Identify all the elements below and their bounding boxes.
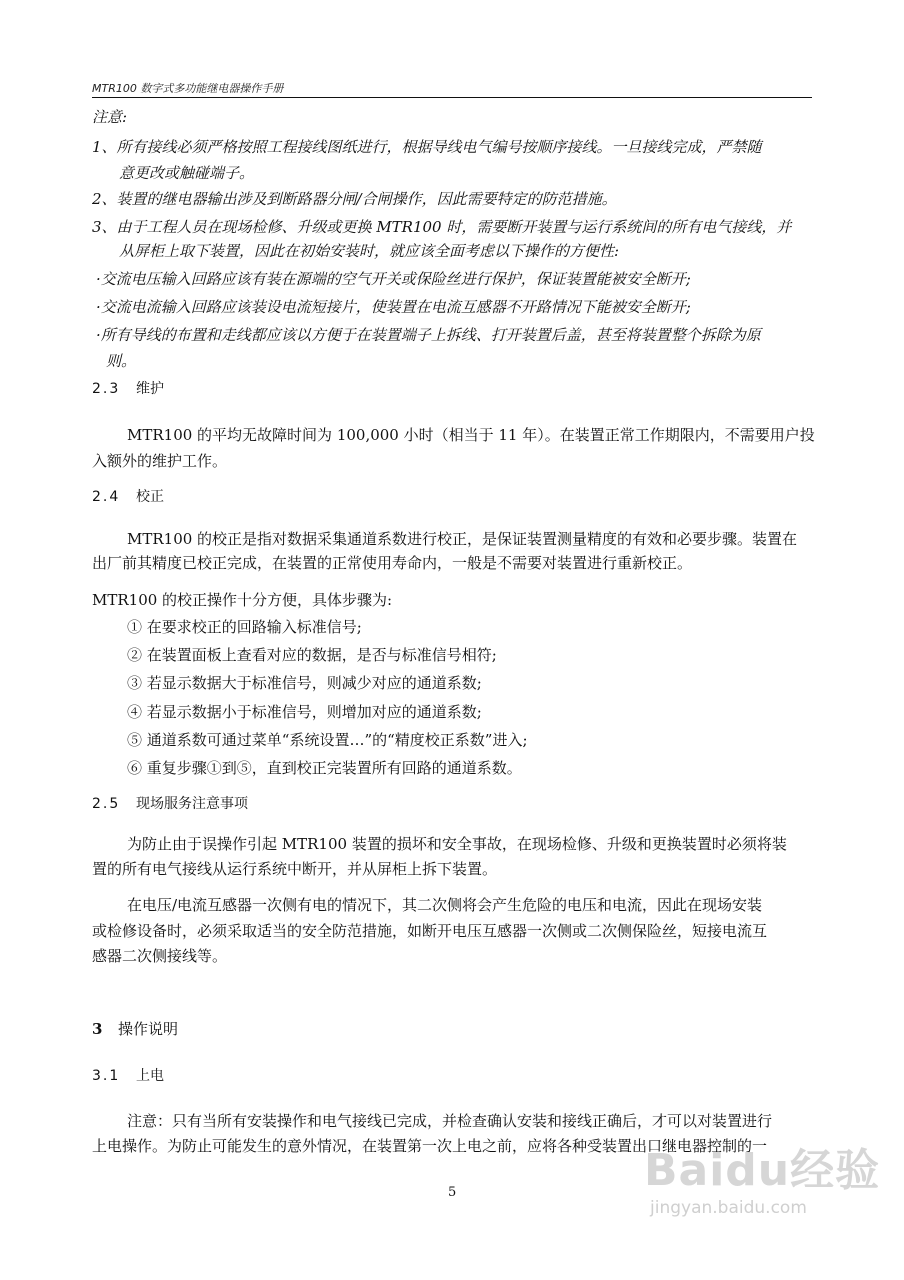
watermark-url: jingyan.baidu.com xyxy=(650,1198,807,1218)
field-service-paragraph-1-cont: 置的所有电气接线从运行系统中断开，并从屏柜上拆下装置。 xyxy=(92,860,498,878)
calibration-step: ⑥ 重复步骤①到⑤，直到校正完装置所有回路的通道系数。 xyxy=(127,759,522,777)
calibration-intro: MTR100 的校正操作十分方便，具体步骤为: xyxy=(92,591,393,609)
field-service-paragraph-2: 在电压/电流互感器一次侧有电的情况下，其二次侧将会产生危险的电压和电流，因此在现场安装 xyxy=(127,896,763,914)
note-item-3: 3、由于工程人员在现场检修、升级或更换 MTR100 时，需要断开装置与运行系统间的所有电气接线，并 xyxy=(92,218,792,236)
running-header: MTR100 数字式多功能继电器操作手册 xyxy=(92,82,284,95)
calibration-step: ⑤ 通道系数可通过菜单“系统设置…”的“精度校正系数”进入; xyxy=(127,731,528,749)
note-item-1-cont: 意更改或触碰端子。 xyxy=(119,164,255,182)
power-on-paragraph-cont: 上电操作。为防止可能发生的意外情况，在装置第一次上电之前，应将各种受装置出口继电器控制的一 xyxy=(92,1137,768,1155)
calibration-paragraph: MTR100 的校正是指对数据采集通道系数进行校正，是保证装置测量精度的有效和必要步骤。装置在 xyxy=(127,530,798,548)
calibration-step: ③ 若显示数据大于标准信号，则减少对应的通道系数; xyxy=(127,674,482,692)
page-number: 5 xyxy=(448,1185,457,1200)
note-title: 注意: xyxy=(92,108,128,126)
note-bullet-2: ·交流电流输入回路应该装设电流短接片，使装置在电流互感器不开路情况下能被安全断开; xyxy=(96,298,691,316)
section-title: 维护 xyxy=(136,381,164,397)
watermark-logo: Baidu经验 xyxy=(644,1145,881,1196)
section-title: 现场服务注意事项 xyxy=(136,796,248,812)
section-number: 2.4 xyxy=(92,489,121,505)
field-service-paragraph-2-end: 感器二次侧接线等。 xyxy=(92,947,228,965)
chapter-number: 3 xyxy=(92,1020,103,1038)
field-service-paragraph-1: 为防止由于误操作引起 MTR100 装置的损坏和安全事故，在现场检修、升级和更换装置时必须将装 xyxy=(127,835,787,853)
chapter-title: 操作说明 xyxy=(118,1020,179,1038)
note-bullet-3: ·所有导线的布置和走线都应该以方便于在装置端子上拆线、打开装置后盖，甚至将装置整个拆除为原 xyxy=(96,326,761,344)
calibration-step: ① 在要求校正的回路输入标准信号; xyxy=(127,618,362,636)
note-item-2: 2、装置的继电器输出涉及到断路器分闸/合闸操作，因此需要特定的防范措施。 xyxy=(92,190,617,208)
watermark xyxy=(644,1145,880,1219)
note-bullet-1: ·交流电压输入回路应该有装在源端的空气开关或保险丝进行保护，保证装置能被安全断开; xyxy=(96,270,691,288)
section-heading-3-1 xyxy=(92,1065,164,1085)
section-title: 校正 xyxy=(136,489,164,505)
note-item-3-cont: 从屏柜上取下装置，因此在初始安装时，就应该全面考虑以下操作的方便性: xyxy=(119,242,620,260)
section-heading-2-4 xyxy=(92,486,164,506)
maintenance-paragraph: MTR100 的平均无故障时间为 100,000 小时（相当于 11 年）。在装置正常工作期限内，不需要用户投 xyxy=(127,426,815,444)
note-item-1: 1、所有接线必须严格按照工程接线图纸进行，根据导线电气编号按顺序接线。一旦接线完成，严禁随 xyxy=(92,138,762,156)
section-number: 3.1 xyxy=(92,1068,121,1084)
section-number: 2.5 xyxy=(92,796,121,812)
section-heading-2-3 xyxy=(92,378,164,398)
section-number: 2.3 xyxy=(92,381,121,397)
section-heading-2-5 xyxy=(92,793,248,813)
note-bullet-3-cont: 则。 xyxy=(106,352,137,370)
section-title: 上电 xyxy=(136,1068,164,1084)
calibration-paragraph-cont: 出厂前其精度已校正完成，在装置的正常使用寿命内，一般是不需要对装置进行重新校正。 xyxy=(92,554,693,572)
maintenance-paragraph-cont: 入额外的维护工作。 xyxy=(92,452,228,470)
chapter-heading-3 xyxy=(92,1018,178,1039)
power-on-paragraph: 注意：只有当所有安装操作和电气接线已完成，并检查确认安装和接线正确后，才可以对装置进行 xyxy=(127,1112,773,1130)
field-service-paragraph-2-cont: 或检修设备时，必须采取适当的安全防范措施，如断开电压互感器一次侧或二次侧保险丝，短接电流互 xyxy=(92,922,768,940)
calibration-step: ④ 若显示数据小于标准信号，则增加对应的通道系数; xyxy=(127,703,482,721)
header-rule xyxy=(92,97,812,98)
calibration-step: ② 在装置面板上查看对应的数据，是否与标准信号相符; xyxy=(127,646,497,664)
